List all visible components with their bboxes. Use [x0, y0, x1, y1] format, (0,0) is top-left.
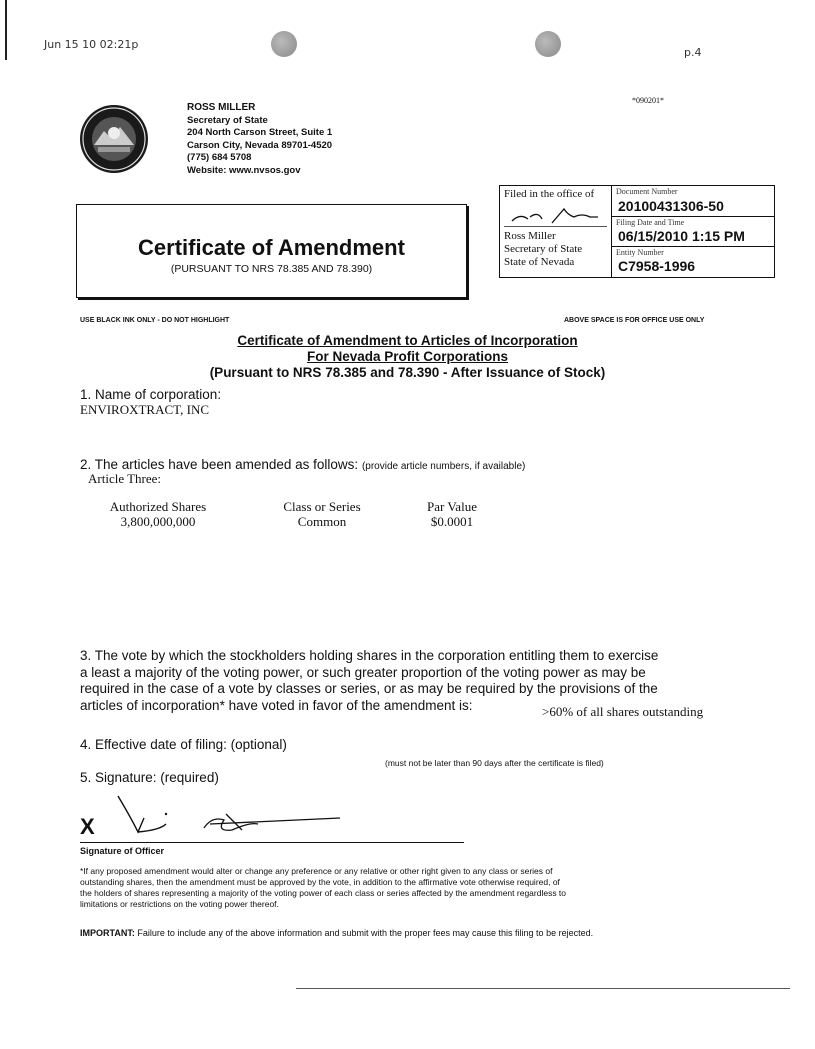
fax-edge-mark — [5, 0, 7, 60]
q3-line1: 3. The vote by which the stockholders holding shares in the corporation entitling them to exercise — [80, 648, 659, 663]
q3-line2: a least a majority of the voting power, or such greater proportion of the voting power as may be — [80, 664, 646, 680]
q2-hint: (provide article numbers, if available) — [361, 461, 526, 472]
q2-label-text: 2. The articles have been amended as follows: — [80, 457, 359, 472]
q5-label: 5. Signature: (required) — [80, 770, 219, 785]
bottom-rule — [296, 988, 790, 989]
filed-officer-title: Secretary of State — [504, 243, 583, 255]
shares-header: Authorized Shares — [109, 499, 207, 514]
secretary-title: Secretary of State — [187, 114, 268, 126]
corporation-name: ENVIROXTRACT, INC — [80, 402, 210, 417]
filed-officer: Ross Miller — [504, 230, 556, 242]
fax-header: Jun 15 10 02:21p — [44, 38, 139, 51]
class-value: Common — [297, 514, 347, 529]
important-text: Failure to include any of the above information and submit with the proper fees may cause this filing to be rejected. — [137, 928, 594, 938]
footnote-line1: *If any proposed amendment would alter or change any preference or any relative or other right given to any class or series of — [80, 866, 553, 876]
filing-date: 06/15/2010 1:15 PM — [618, 228, 745, 244]
filing-date-label: Filing Date and Time — [616, 218, 685, 227]
par-header: Par Value — [427, 499, 477, 514]
official-signature-icon — [508, 205, 604, 227]
secretary-address2: Carson City, Nevada 89701-4520 — [187, 139, 333, 151]
signature-label: Signature of Officer — [80, 846, 165, 856]
secretary-info — [187, 102, 332, 177]
certificate-subtitle: (PURSUANT TO NRS 78.385 AND 78.390) — [170, 263, 373, 275]
state-seal-icon — [80, 105, 148, 173]
office-use-instruction: ABOVE SPACE IS FOR OFFICE USE ONLY — [564, 317, 705, 324]
ink-instruction: USE BLACK INK ONLY - DO NOT HIGHLIGHT — [80, 317, 230, 324]
form-title-line3: (Pursuant to NRS 78.385 and 78.390 - After Issuance of Stock) — [209, 365, 606, 380]
certificate-title-box — [76, 204, 467, 298]
q4-label: 4. Effective date of filing: (optional) — [80, 737, 287, 752]
filed-office-column — [500, 186, 612, 277]
vote-answer: >60% of all shares outstanding — [542, 704, 704, 719]
officer-signature-icon — [100, 790, 360, 846]
filed-divider-1 — [612, 216, 774, 217]
footnote-line2: outstanding shares, then the amendment must be approved by the vote, in addition to the affirmative vote otherwise required, of — [80, 877, 560, 887]
par-value: $0.0001 — [430, 514, 474, 529]
secretary-name: ROSS MILLER — [187, 102, 256, 113]
q3-line4: articles of incorporation* have voted in favor of the amendment is: — [80, 697, 473, 713]
doc-number-label: Document Number — [616, 187, 678, 196]
footnote-line3: the holders of shares representing a majority of the voting power of each class or series affected by the amendment regardless to — [80, 888, 567, 898]
filed-numbers-column — [612, 186, 774, 277]
page-number: p.4 — [684, 46, 702, 59]
signature-x: X — [80, 814, 95, 839]
form-title — [0, 333, 815, 381]
punch-hole-right — [535, 31, 561, 57]
filed-label: Filed in the office of — [504, 188, 595, 200]
secretary-website: Website: www.nvsos.gov — [187, 164, 301, 176]
secretary-phone: (775) 684 5708 — [187, 152, 252, 163]
class-column — [262, 499, 382, 529]
q4-note: (must not be later than 90 days after the certificate is filed) — [385, 758, 604, 768]
important-notice — [80, 928, 593, 938]
secretary-address1: 204 North Carson Street, Suite 1 — [187, 127, 333, 138]
entity-number: C7958-1996 — [618, 258, 696, 274]
filed-divider-2 — [612, 246, 774, 247]
punch-hole-left — [271, 31, 297, 57]
form-title-line1: Certificate of Amendment to Articles of Incorporation — [237, 333, 578, 348]
filed-signature-line — [504, 226, 607, 227]
par-column — [410, 499, 494, 529]
form-title-line2: For Nevada Profit Corporations — [306, 349, 509, 364]
important-label: IMPORTANT: — [80, 928, 135, 938]
class-header: Class or Series — [283, 499, 361, 514]
article-label: Article Three: — [88, 471, 162, 486]
entity-number-label: Entity Number — [616, 248, 664, 257]
q2-label — [80, 457, 525, 472]
filed-state: State of Nevada — [504, 256, 575, 268]
footnote-line4: limitations or restrictions on the voting power thereof. — [80, 899, 279, 909]
signature-line — [80, 842, 464, 843]
shares-value: 3,800,000,000 — [120, 514, 196, 529]
barcode-id: *090201* — [632, 96, 664, 105]
footnote — [80, 866, 566, 910]
shares-column — [94, 499, 222, 529]
filing-stamp — [499, 185, 775, 278]
q3-line3: required in the case of a vote by classes or series, or as may be required by the provisions of the — [80, 681, 658, 696]
q1-label: 1. Name of corporation: — [80, 387, 222, 402]
certificate-title: Certificate of Amendment — [138, 235, 405, 260]
doc-number: 20100431306-50 — [618, 198, 724, 214]
